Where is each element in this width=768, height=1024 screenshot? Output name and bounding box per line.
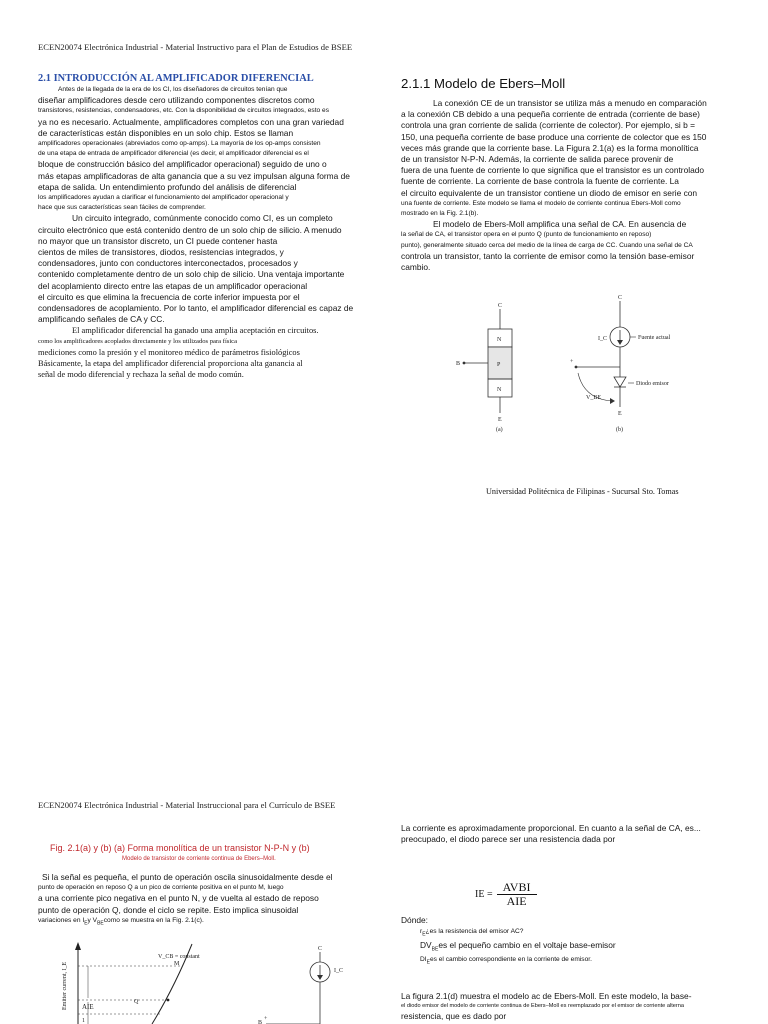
text-line: bloque de construcción básico del amplificador operacional) seguido de uno o (38, 159, 327, 170)
point-q-label: Q (134, 999, 139, 1005)
definition-re: $r_E¿es$ la resistencia del emisor AC? (420, 928, 524, 938)
text-line: amplificando señales de CA y CC. (38, 314, 165, 325)
definitions-list (420, 927, 616, 968)
text-line: el diodo emisor del modelo de corriente continua de Ebers–Moll es reemplazado por el emisor de corriente alterna (401, 1003, 684, 1010)
formula-denominator: AIE (506, 894, 527, 908)
text-line: de características están disponibles en un solo chip. Estos se llaman (38, 127, 294, 138)
subsection-title: 2.1.1 Modelo de Ebers–Moll (401, 76, 566, 91)
layer-n-bottom: N (497, 387, 502, 393)
text-line: no mayor que un transistor discreto, un CI puede contener hasta (38, 235, 278, 246)
ebers-moll-figure (450, 295, 710, 440)
text-line: amplificadores operacionales (abreviados como op-amps). La mayoría de los op-amps consisten (38, 140, 321, 148)
text-line: condensadores de acoplamiento. Por lo tanto, el amplificador diferencial es capaz de (38, 303, 354, 314)
terminal-b-label: B (258, 1020, 263, 1024)
page-footer: Universidad Politécnica de Filipinas - Sucursal Sto. Tomas (486, 487, 679, 496)
text-line: preocupado, el diodo parece ser una resistencia dada por (401, 834, 616, 845)
text-line: la señal de CA, el transistor opera en el punto Q (punto de funcionamiento en reposo) (401, 231, 652, 239)
text-line: La figura 2.1(d) muestra el modelo ac de Ebers-Moll. En este modelo, la base- (401, 991, 692, 1001)
text-line: ya no es necesario. Actualmente, amplificadores completos con una gran variedad (38, 116, 344, 127)
resistance-formula (475, 881, 537, 908)
text-line: como los amplificadores acoplados directamente y los utilizados para física (38, 337, 238, 345)
page2-left-text (38, 872, 400, 928)
formula-fraction (497, 881, 537, 908)
text-line: cientos de miles de transistores, diodos, resistencias integrados, y (38, 247, 284, 258)
text-line: fuera de una fuente de corriente lo que significa que el transistor es un controlado (401, 165, 705, 176)
diode-text: Diodo emisor (636, 381, 669, 387)
text-line: El modelo de Ebers-Moll amplifica una señal de CA. En ausencia de (433, 219, 687, 230)
terminal-b-label: B (456, 361, 461, 367)
ic-label: I_C (334, 968, 343, 974)
page-header: ECEN20074 Electrónica Industrial - Material Instructivo para el Plan de Estudios de BSEE (38, 42, 353, 52)
terminal-c-label: C (318, 946, 323, 952)
left-column-text (38, 85, 400, 380)
point-m-label: M (174, 961, 180, 967)
text-line: Un circuito integrado, comúnmente conocido como CI, es un completo (72, 213, 333, 224)
plus-sign: + (570, 359, 574, 365)
curve-label: V_CB = constant (158, 954, 200, 960)
formula-lhs: IE = (475, 889, 493, 900)
text-line: cambio. (401, 262, 431, 273)
text-line: mostrado en la Fig. 2.1(b). (401, 210, 479, 218)
text-line: punto de operación en reposo Q a un pico de corriente positiva en el punto M, luego (38, 884, 284, 892)
plus-sign: + (264, 1016, 268, 1022)
text-line: una fuente de corriente. Este modelo se llama el modelo de corriente continua Ebers-Moll como (401, 199, 681, 207)
text-line: a una corriente pico negativa en el punto N, y de vuelta al estado de reposo (38, 893, 319, 904)
text-line: circuito electrónico que está contenido dentro de un solo chip de silicio. A menudo (38, 224, 342, 235)
section-title: 2.1 INTRODUCCIÓN AL AMPLIFICADOR DIFERENCIAL (38, 73, 314, 84)
aie-label: AIE (82, 1003, 94, 1011)
text-line: etapa de salida. Un entendimiento profundo del análisis de diferencial (38, 181, 297, 192)
characteristic-graph (48, 938, 343, 1024)
text-line: a la conexión CB debido a una pequeña corriente de entrada (corriente de base) (401, 109, 700, 120)
text-line: resistencia, que es dado por (401, 1011, 507, 1022)
text-line: La conexión CE de un transistor se utiliza más a menudo en comparación (433, 98, 707, 108)
text-line: controla una gran corriente de salida (corriente de colector). Por ejemplo, si b = (401, 120, 695, 131)
text-line: diseñar amplificadores desde cero utilizando componentes discretos como (38, 95, 315, 106)
text-line: mediciones como la presión y el monitoreo médico de parámetros fisiológicos (38, 347, 300, 357)
page-header: ECEN20074 Electrónica Industrial - Material Instruccional para el Currículo de BSEE (38, 800, 336, 810)
npn-monolithic-diagram (456, 303, 512, 433)
text-line: el circuito equivalente de un transistor contiene un diodo de emisor en serie con (401, 187, 698, 198)
donde-label: Dónde: (401, 915, 429, 925)
vbe-label: V_BE (586, 395, 601, 401)
text-line: Básicamente, la etapa del amplificador diferencial proporciona alta ganancia al (38, 359, 303, 369)
text-line: contenido completamente dentro de un solo chip de silicio. Una ventaja importante (38, 269, 345, 280)
layer-p: P (497, 362, 501, 368)
terminal-e-label: E (498, 417, 502, 423)
text-line: hace que sus características sean fáciles de comprender. (38, 204, 206, 212)
text-line: variaciones en $I_Ey$ $V_{BE}como$ se muestra en la Fig. 2.1(c). (38, 916, 204, 927)
figure-caption-sub: Modelo de transistor de corriente continua de Ebers–Moll. (122, 856, 276, 862)
text-line: fuente de corriente. La corriente de base controla la fuente de corriente. La (401, 176, 679, 187)
ic-label: I_C (598, 336, 607, 342)
terminal-c-label: C (498, 303, 503, 309)
definition-dvbe: $DV_{BE}es$ el pequeño cambio en el voltaje base-emisor (420, 939, 616, 953)
formula-numerator: AVBI (502, 880, 531, 894)
layer-n-top: N (497, 337, 502, 343)
text-line: punto de operación Q, donde el ciclo se repite. Esto implica sinusoidal (38, 904, 299, 915)
text-line: Antes de la llegada de la era de los CI, los diseñadores de circuitos tenían que (58, 86, 288, 93)
text-line: transistores, resistencias, condensadores, etc. Con la disponibilidad de circuitos integrados, esto es (38, 107, 330, 115)
text-line: Si la señal es pequeña, el punto de operación oscila sinusoidalmente desde el (42, 872, 333, 882)
text-line: 150, una pequeña corriente de base produce una corriente de colector que es 150 (401, 131, 707, 142)
text-line: del acoplamiento directo entre las etapas de un amplificador operacional (38, 280, 308, 291)
terminal-c-label: C (618, 295, 623, 301)
emitter-diode-icon (614, 377, 626, 387)
text-line: controla un transistor, tanto la corriente de emisor como la tensión base-emisor (401, 250, 695, 261)
caption-a: (a) (496, 427, 503, 433)
text-line: de una etapa de entrada de amplificador diferencial (es decir, el amplificador diferencial es el (38, 150, 309, 158)
terminal-e-label: E (618, 411, 622, 417)
text-line: señal de modo diferencial y rechaza la señal de modo común. (38, 370, 244, 380)
page2-right-intro (401, 823, 761, 845)
text-line: El amplificador diferencial ha ganado una amplia aceptación en circuitos. (72, 326, 319, 336)
page2-right-closing (401, 991, 765, 1022)
text-line: punto), generalmente situado cerca del medio de la línea de carga de CC. Cuando una señal de CA (401, 241, 693, 249)
source-text: Fuente actual (638, 335, 671, 341)
text-line: veces más grande que la corriente base. La Figura 2.1(a) es la forma monolítica (401, 142, 699, 153)
figure-caption: Fig. 2.1(a) y (b) (a) Forma monolítica de un transistor N-P-N y (b) (50, 843, 310, 853)
text-line: más etapas amplificadoras de alta ganancia que a su vez impulsan alguna forma de (38, 170, 350, 181)
text-line: condensadores, junto con conductores interconectados, procesados y (38, 258, 298, 269)
caption-b: (b) (616, 427, 623, 433)
text-line: La corriente es aproximadamente proporcional. En cuanto a la señal de CA, es... (401, 823, 701, 833)
ebers-moll-dc-model (570, 295, 670, 433)
text-line: de un transistor N-P-N. Además, la corriente de salida parece provenir de (401, 154, 674, 165)
small-tick-label: 1 (82, 1018, 85, 1024)
y-axis-label: Emitter current, I_E (62, 961, 68, 1010)
definition-die: $DI_Ees$ el cambio correspondiente en la corriente de emisor. (420, 956, 592, 966)
text-line: los amplificadores ayudan a clarificar el funcionamiento del amplificador operacional y (38, 194, 289, 202)
right-column-text (401, 98, 765, 273)
text-line: el circuito es que elimina la frecuencia de corte inferior impuesta por el (38, 291, 300, 302)
